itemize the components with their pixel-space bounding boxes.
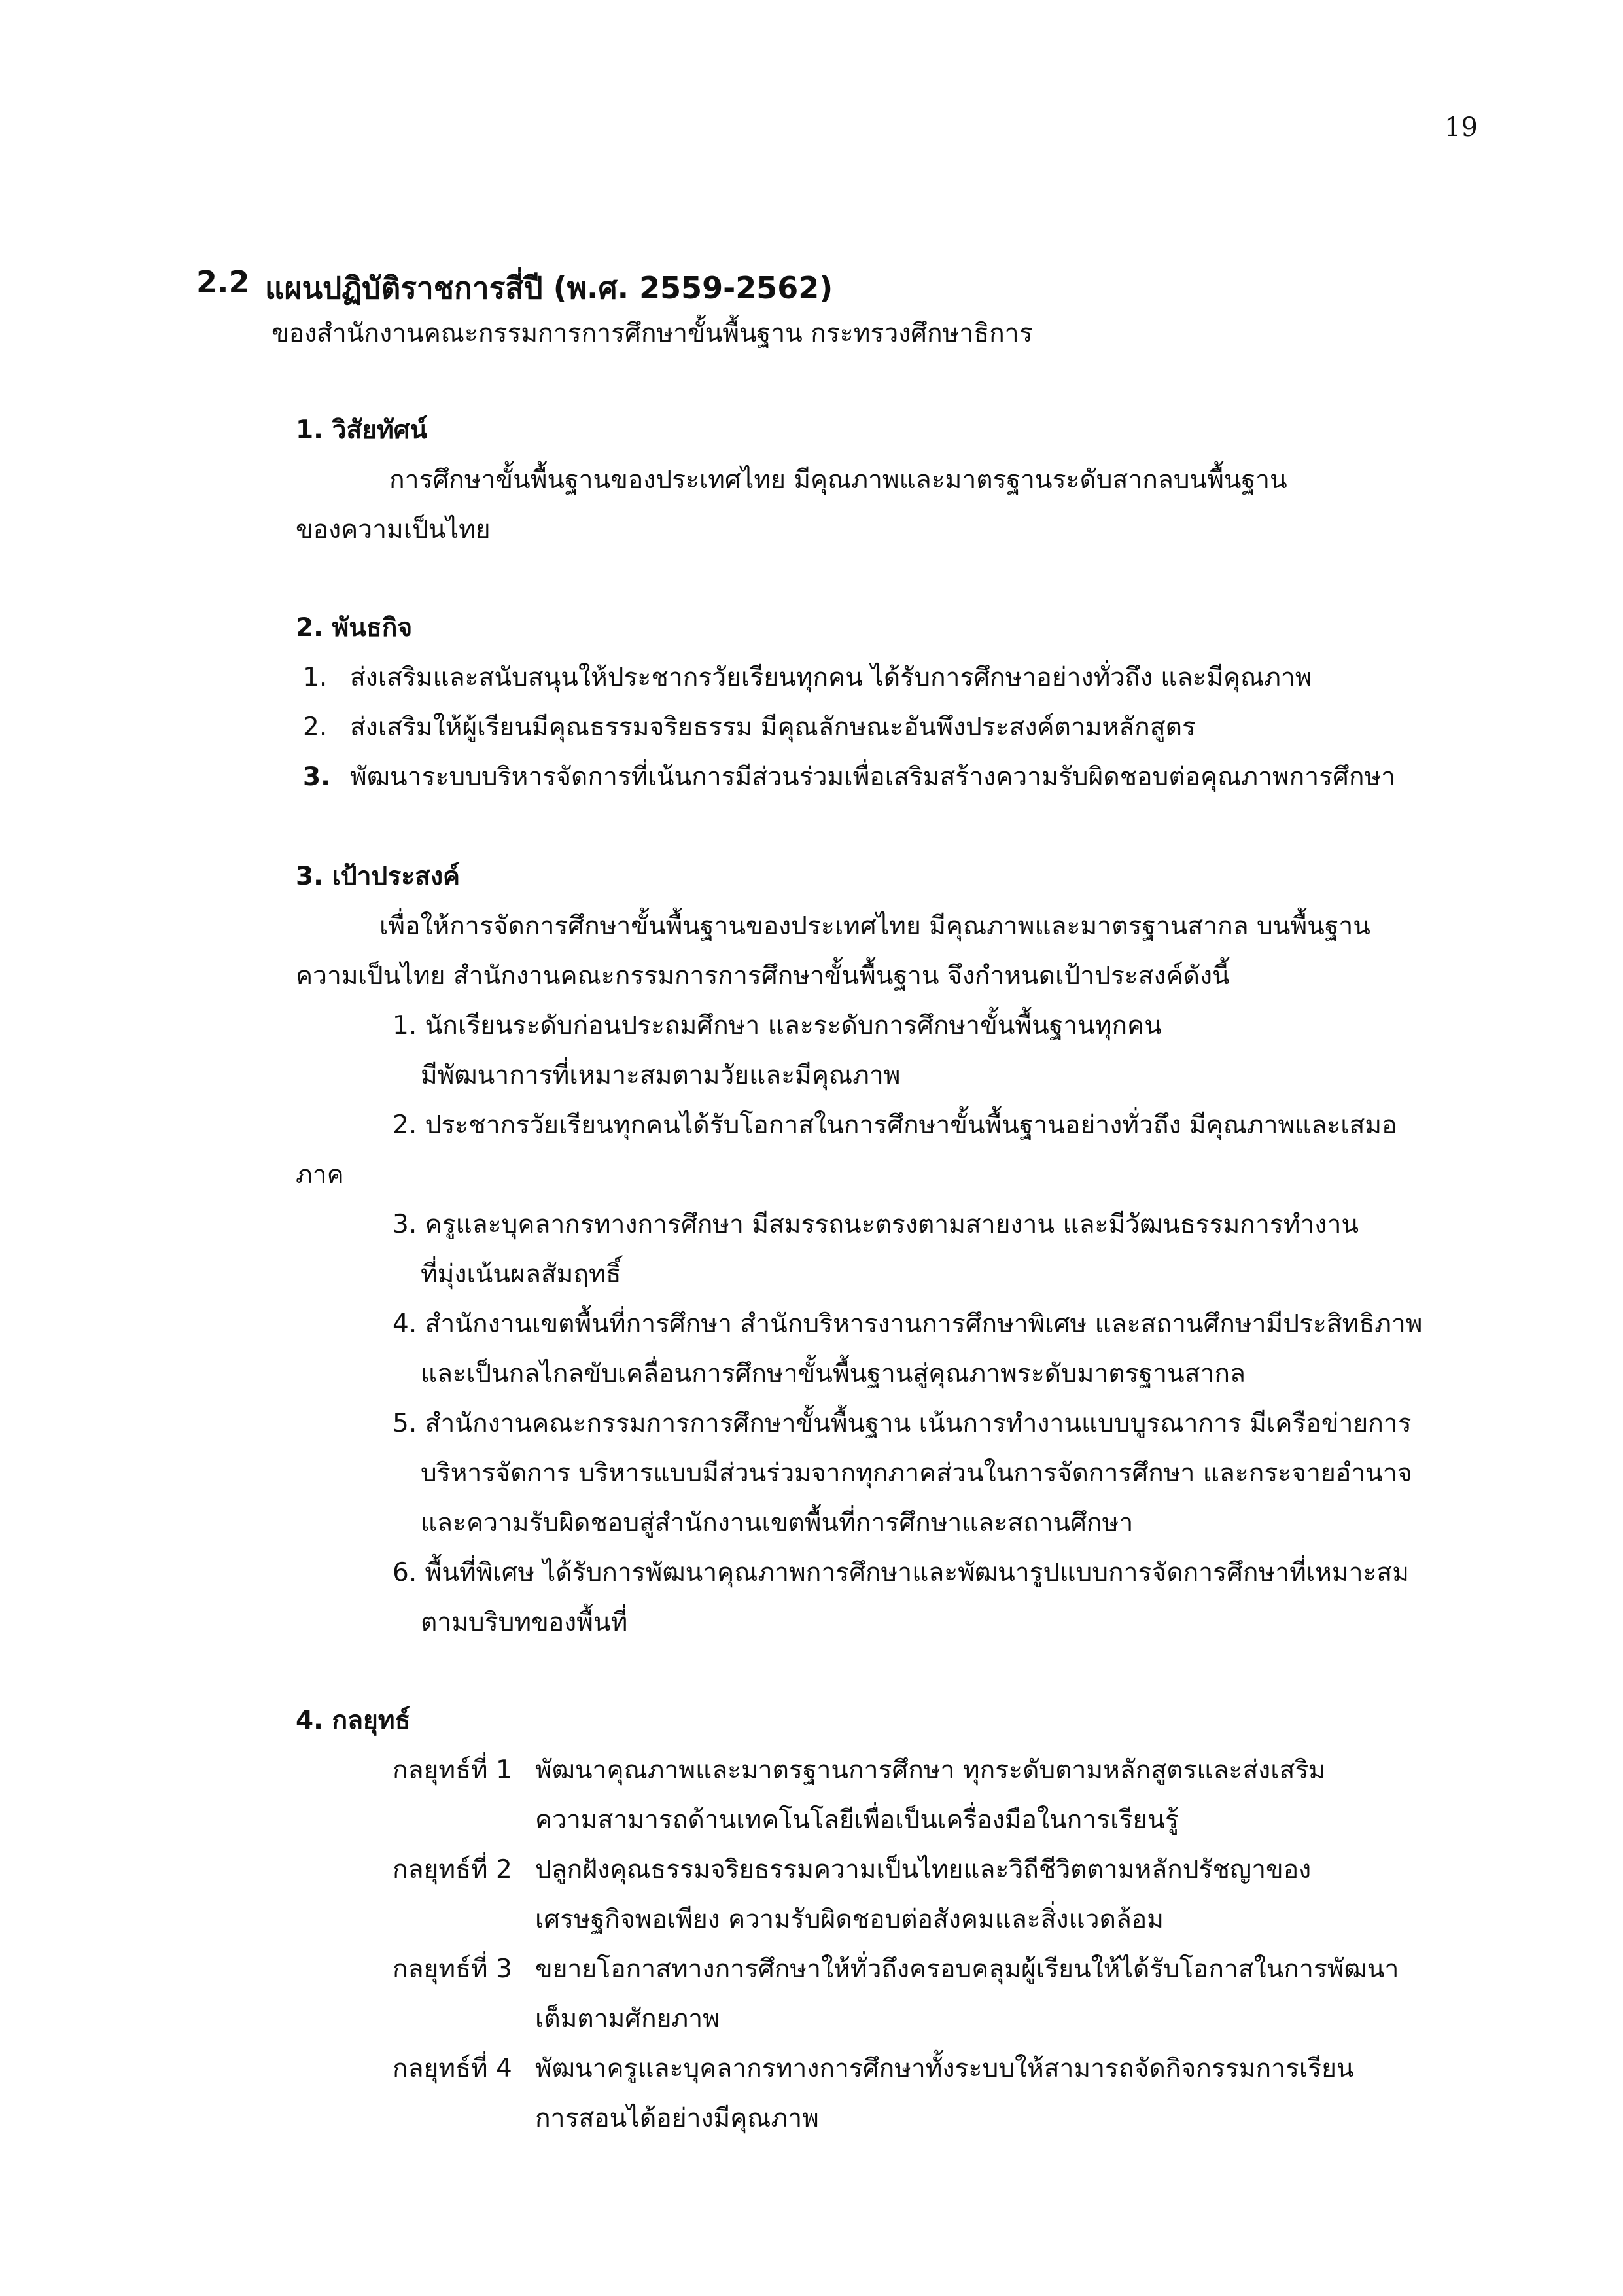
strategy-line: ความสามารถด้านเทคโนโลยีเพื่อเป็นเครื่องมือในการเรียนรู้	[535, 1805, 1179, 1835]
strategy-line: พัฒนาครูและบุคลากรทางการศึกษาทั้งระบบให้สามารถจัดกิจกรรมการเรียน	[535, 2054, 1354, 2083]
mission-item-text: ส่งเสริมให้ผู้เรียนมีคุณธรรมจริยธรรม มีคุณลักษณะอันพึงประสงค์ตามหลักสูตร	[350, 713, 1196, 742]
strategy-heading: 4. กลยุทธ์	[296, 1706, 411, 1735]
goal-item-line: มีพัฒนาการที่เหมาะสมตามวัยและมีคุณภาพ	[421, 1061, 901, 1090]
goal-item-line: และเป็นกลไกลขับเคลื่อนการศึกษาขั้นพื้นฐานสู่คุณภาพระดับมาตรฐานสากล	[421, 1359, 1246, 1388]
section-subtitle: ของสำนักงานคณะกรรมการการศึกษาขั้นพื้นฐาน กระทรวงศึกษาธิการ	[271, 319, 1033, 348]
strategy-label: กลยุทธ์ที่ 1	[393, 1756, 512, 1785]
mission-item-text: พัฒนาระบบบริหารจัดการที่เน้นการมีส่วนร่วมเพื่อเสริมสร้างความรับผิดชอบต่อคุณภาพการศึกษา	[350, 762, 1396, 792]
strategy-line: พัฒนาคุณภาพและมาตรฐานการศึกษา ทุกระดับตามหลักสูตรและส่งเสริม	[535, 1756, 1326, 1785]
goal-item-line: 6. พื้นที่พิเศษ ได้รับการพัฒนาคุณภาพการศึกษาและพัฒนารูปแบบการจัดการศึกษาที่เหมาะสม	[393, 1558, 1409, 1587]
goals-intro-line: เพื่อให้การจัดการศึกษาขั้นพื้นฐานของประเทศไทย มีคุณภาพและมาตรฐานสากล บนพื้นฐาน	[379, 911, 1370, 941]
goal-item-line: 2. ประชากรวัยเรียนทุกคนได้รับโอกาสในการศึกษาขั้นพื้นฐานอย่างทั่วถึง มีคุณภาพและเสมอ	[393, 1110, 1397, 1140]
goal-item-line: ตามบริบทของพื้นที่	[421, 1608, 628, 1637]
vision-heading: 1. วิสัยทัศน์	[296, 415, 428, 445]
strategy-label: กลยุทธ์ที่ 3	[393, 1954, 512, 1984]
strategy-label: กลยุทธ์ที่ 4	[393, 2054, 512, 2083]
goals-intro-line: ความเป็นไทย สำนักงานคณะกรรมการการศึกษาขั้นพื้นฐาน จึงกำหนดเป้าประสงค์ดังนี้	[296, 961, 1230, 991]
mission-item-text: ส่งเสริมและสนับสนุนให้ประชากรวัยเรียนทุกคน ได้รับการศึกษาอย่างทั่วถึง และมีคุณภาพ	[350, 663, 1312, 692]
goal-item-line: ภาค	[296, 1160, 344, 1190]
goal-item-line: 4. สำนักงานเขตพื้นที่การศึกษา สำนักบริหารงานการศึกษาพิเศษ และสถานศึกษามีประสิทธิภาพ	[393, 1309, 1423, 1339]
strategy-line: ปลูกฝังคุณธรรมจริยธรรมความเป็นไทยและวิถีชีวิตตามหลักปรัชญาของ	[535, 1855, 1312, 1884]
mission-item-number: 2.	[303, 713, 328, 742]
strategy-line: ขยายโอกาสทางการศึกษาให้ทั่วถึงครอบคลุมผู้เรียนให้ได้รับโอกาสในการพัฒนา	[535, 1954, 1399, 1984]
goal-item-line: 1. นักเรียนระดับก่อนประถมศึกษา และระดับการศึกษาขั้นพื้นฐานทุกคน	[393, 1011, 1162, 1040]
mission-heading: 2. พันธกิจ	[296, 613, 413, 643]
mission-item-number: 1.	[303, 663, 328, 692]
strategy-line: เศรษฐกิจพอเพียง ความรับผิดชอบต่อสังคมและสิ่งแวดล้อม	[535, 1905, 1164, 1934]
goal-item-line: บริหารจัดการ บริหารแบบมีส่วนร่วมจากทุกภาคส่วนในการจัดการศึกษา และกระจายอำนาจ	[421, 1458, 1412, 1488]
goal-item-line: 5. สำนักงานคณะกรรมการการศึกษาขั้นพื้นฐาน เน้นการทำงานแบบบูรณาการ มีเครือข่ายการ	[393, 1409, 1412, 1438]
page-number: 19	[1444, 113, 1478, 143]
section-number: 2.2	[196, 264, 250, 300]
section-title: แผนปฏิบัติราชการสี่ปี (พ.ศ. 2559-2562)	[265, 270, 833, 306]
goal-item-line: 3. ครูและบุคลากรทางการศึกษา มีสมรรถนะตรงตามสายงาน และมีวัฒนธรรมการทำงาน	[393, 1210, 1359, 1239]
vision-line: ของความเป็นไทย	[296, 515, 491, 544]
strategy-label: กลยุทธ์ที่ 2	[393, 1855, 512, 1884]
strategy-line: การสอนได้อย่างมีคุณภาพ	[535, 2104, 819, 2133]
goal-item-line: ที่มุ่งเน้นผลสัมฤทธิ์	[421, 1260, 621, 1289]
mission-item-number: 3.	[303, 762, 330, 792]
vision-line: การศึกษาขั้นพื้นฐานของประเทศไทย มีคุณภาพและมาตรฐานระดับสากลบนพื้นฐาน	[389, 465, 1287, 495]
goals-heading: 3. เป้าประสงค์	[296, 862, 461, 891]
goal-item-line: และความรับผิดชอบสู่สำนักงานเขตพื้นที่การศึกษาและสถานศึกษา	[421, 1508, 1134, 1538]
strategy-line: เต็มตามศักยภาพ	[535, 2004, 720, 2034]
